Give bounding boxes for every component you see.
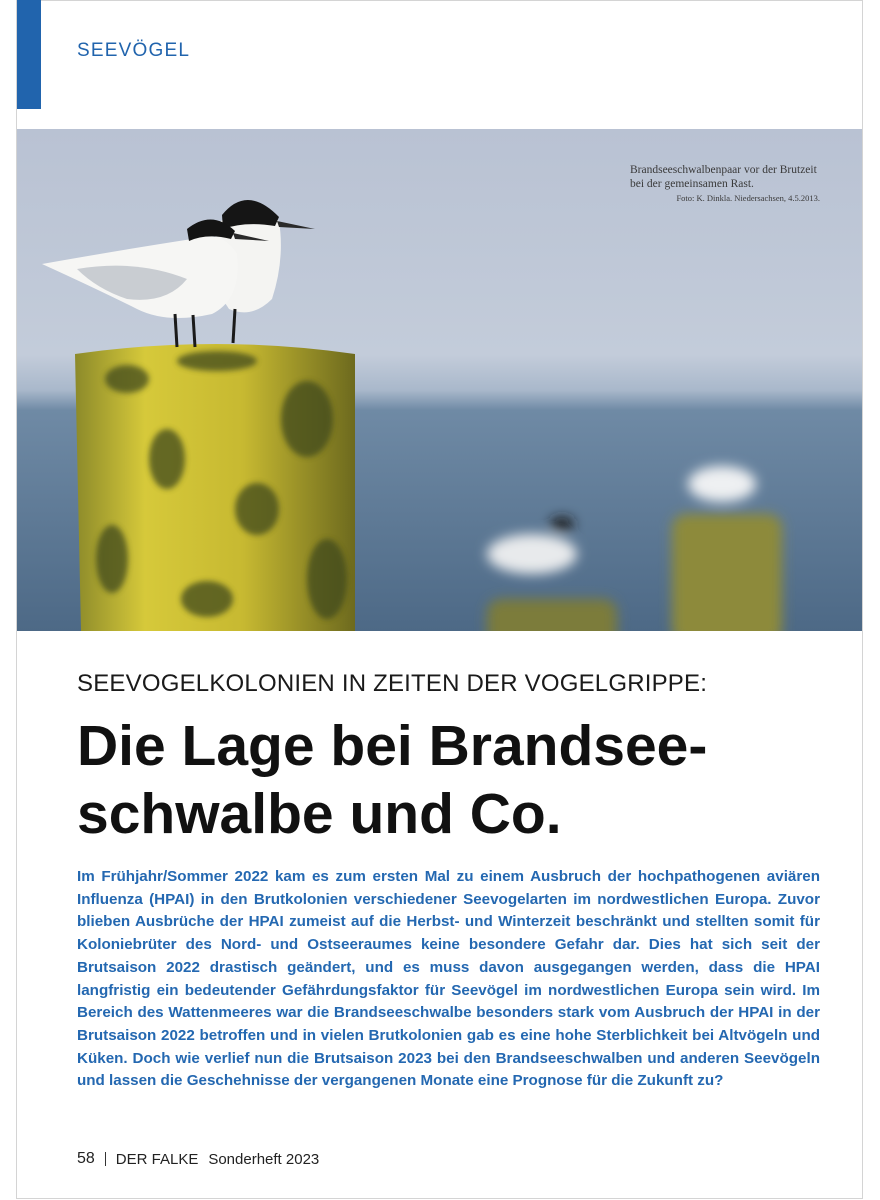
photo-caption xyxy=(630,163,820,203)
page-footer xyxy=(77,1150,319,1168)
caption-line-1: Brandseeschwalbenpaar vor der Brutzeit xyxy=(630,164,817,176)
article-lead: Im Frühjahr/Sommer 2022 kam es zum ersten Mal zu einem Ausbruch der hochpathogenen aviären Influenza (HPAI) in den Brutkolonien verschiedener Seevogelarten im nordwestlichen Europa. Zuvor blieben Ausbrüche der HPAI zumeist auf die Herbst- und Winterzeit beschränkt und stellten somit für Koloniebrüter des Nord- und Ostseeraumes keine besondere Gefahr dar. Dies hat sich seit der Brutsaison 2022 drastisch geändert, und es muss davon ausgegangen werden, dass die HPAI langfristig ein bedeutender Gefährdungsfaktor für Seevögel im nordwestlichen Europa sein wird. Im Bereich des Wattenmeeres war die Brandseeschwalbe besonders stark vom Ausbruch der HPAI in der Brutsaison 2022 betroffen und in vielen Brutkolonien gab es eine hohe Sterblichkeit bei Altvögeln und Küken. Doch wie verlief nun die Brutsaison 2023 bei den Brandseeschwalben und anderen Seevögeln und lassen die Geschehnisse der vergangenen Monate eine Prognose für die Zukunft zu? xyxy=(77,868,820,1090)
photo-credit: Foto: K. Dinkla. Niedersachsen, 4.5.2013. xyxy=(676,193,820,203)
section-label: SEEVÖGEL xyxy=(77,40,191,61)
section-accent-bar xyxy=(17,0,41,109)
magazine-name: DER FALKE xyxy=(115,1150,199,1168)
article-headline xyxy=(77,712,797,848)
issue-name: Sonderheft 2023 xyxy=(208,1150,320,1168)
tern-photo-illustration xyxy=(17,129,862,631)
header-photo xyxy=(17,129,862,631)
footer-separator xyxy=(105,1152,106,1166)
page-number: 58 xyxy=(77,1150,95,1167)
caption-line-2: bei der gemeinsamen Rast. xyxy=(630,178,754,190)
article-kicker: SEEVOGELKOLONIEN IN ZEITEN DER VOGELGRIPPE: xyxy=(77,670,708,697)
headline-line-1: Die Lage bei Brandsee- xyxy=(77,714,708,778)
headline-line-2: schwalbe und Co. xyxy=(77,782,562,846)
